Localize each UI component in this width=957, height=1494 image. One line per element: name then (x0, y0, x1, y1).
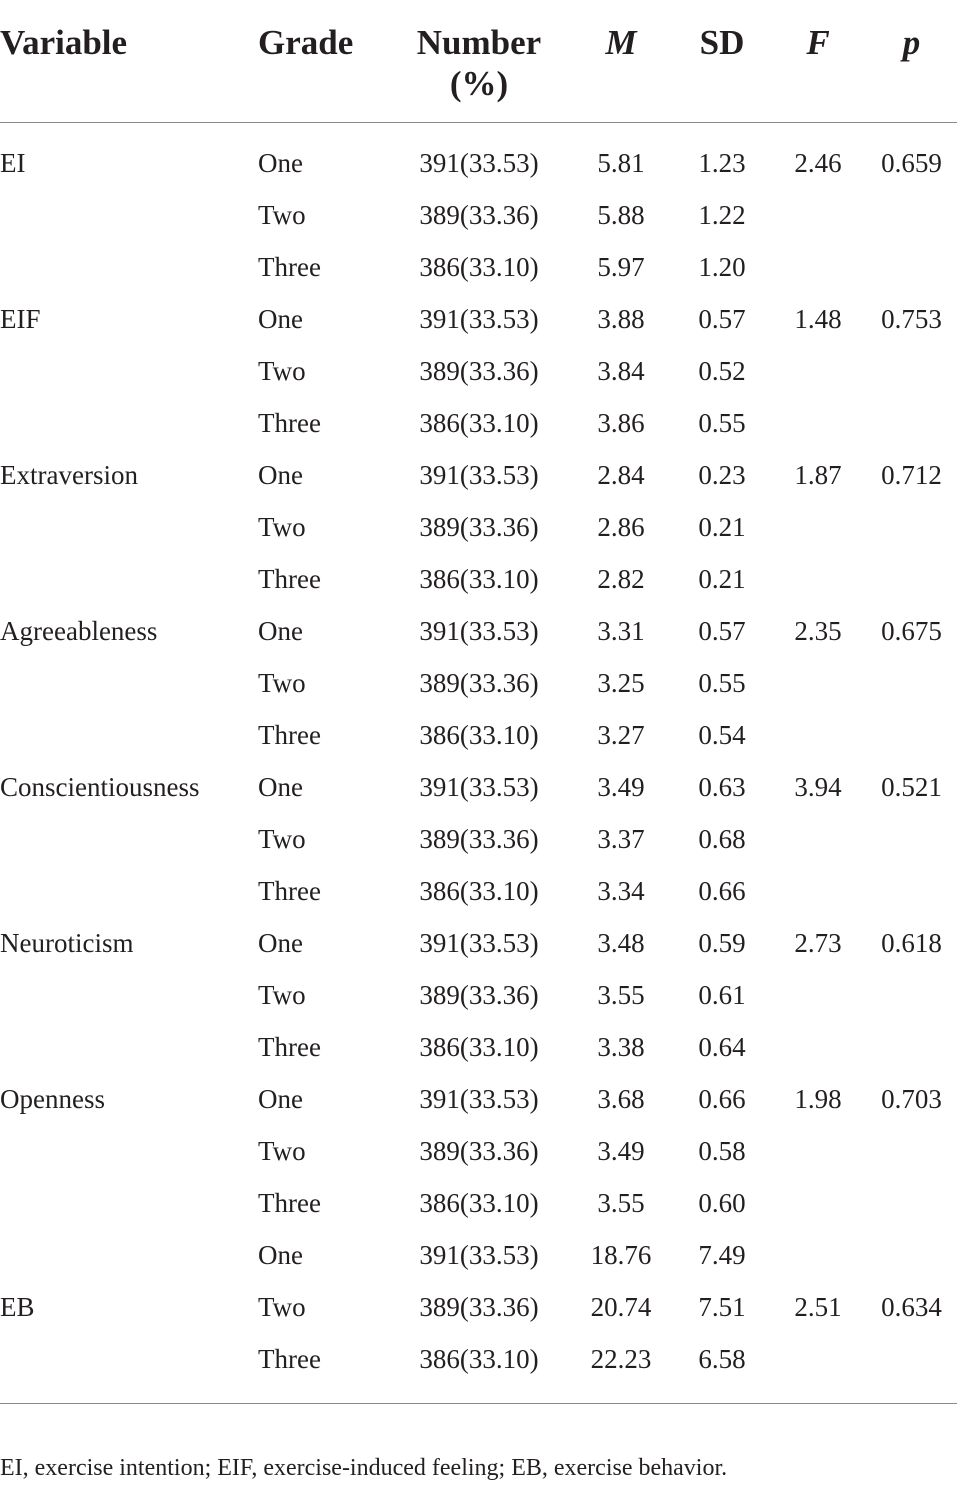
table-row (0, 813, 957, 865)
header-number-line2: (%) (449, 64, 509, 103)
cell-variable (0, 241, 248, 293)
cell-mean: 3.37 (597, 823, 645, 854)
cell-sd: 1.20 (698, 251, 746, 282)
cell-mean: 3.55 (597, 979, 645, 1010)
cell-variable: EI (0, 147, 26, 178)
cell-number: 391(33.53) (419, 615, 539, 646)
cell-mean: 3.68 (597, 1083, 645, 1114)
cell-p (866, 1177, 957, 1229)
cell-sd: 0.64 (698, 1031, 746, 1062)
table-row (0, 605, 957, 657)
cell-mean: 5.97 (597, 251, 645, 282)
cell-p (866, 1229, 957, 1281)
cell-number: 389(33.36) (419, 199, 539, 230)
cell-number: 391(33.53) (419, 303, 539, 334)
cell-grade: Three (258, 1343, 321, 1374)
header-number (390, 0, 568, 123)
cell-grade: One (258, 459, 303, 490)
table-row (0, 1281, 957, 1333)
cell-number: 389(33.36) (419, 511, 539, 542)
table-row (0, 293, 957, 345)
cell-mean: 3.86 (597, 407, 645, 438)
table-row (0, 657, 957, 709)
table-row (0, 917, 957, 969)
cell-sd: 0.66 (698, 1083, 746, 1114)
cell-variable: Neuroticism (0, 927, 134, 958)
cell-p (866, 189, 957, 241)
cell-number: 391(33.53) (419, 459, 539, 490)
table-row (0, 1021, 957, 1073)
cell-f (770, 657, 866, 709)
table-row (0, 1125, 957, 1177)
cell-p (866, 397, 957, 449)
cell-p: 0.659 (881, 147, 942, 178)
cell-variable: Openness (0, 1083, 105, 1114)
cell-f: 2.51 (794, 1291, 842, 1322)
cell-grade: One (258, 615, 303, 646)
cell-p (866, 865, 957, 917)
cell-sd: 0.60 (698, 1187, 746, 1218)
cell-grade: Two (258, 823, 306, 854)
cell-number: 391(33.53) (419, 1083, 539, 1114)
table-row (0, 761, 957, 813)
cell-grade: Three (258, 407, 321, 438)
cell-f (770, 553, 866, 605)
cell-f (770, 1021, 866, 1073)
spacer-row-bottom (0, 1385, 957, 1404)
cell-sd: 0.21 (698, 511, 746, 542)
cell-mean: 3.34 (597, 875, 645, 906)
table-footnote: EI, exercise intention; EIF, exercise-induced feeling; EB, exercise behavior. (0, 1455, 728, 1481)
header-mean: M (568, 0, 674, 123)
cell-sd: 0.59 (698, 927, 746, 958)
cell-variable (0, 865, 248, 917)
cell-number: 386(33.10) (419, 1031, 539, 1062)
table-row (0, 969, 957, 1021)
cell-grade: Two (258, 199, 306, 230)
cell-grade: Two (258, 511, 306, 542)
cell-mean: 3.31 (597, 615, 645, 646)
table-row (0, 1073, 957, 1125)
cell-mean: 3.49 (597, 771, 645, 802)
cell-sd: 1.22 (698, 199, 746, 230)
header-variable: Variable (0, 0, 248, 123)
cell-p: 0.712 (881, 459, 942, 490)
cell-variable: Agreeableness (0, 615, 158, 646)
cell-number: 391(33.53) (419, 1239, 539, 1270)
cell-grade: One (258, 303, 303, 334)
cell-f: 1.48 (794, 303, 842, 334)
cell-number: 386(33.10) (419, 407, 539, 438)
cell-mean: 3.55 (597, 1187, 645, 1218)
cell-sd: 0.61 (698, 979, 746, 1010)
cell-grade: One (258, 771, 303, 802)
cell-sd: 0.57 (698, 303, 746, 334)
cell-number: 389(33.36) (419, 355, 539, 386)
cell-f (770, 397, 866, 449)
cell-f: 2.46 (794, 147, 842, 178)
cell-sd: 0.54 (698, 719, 746, 750)
header-grade: Grade (248, 0, 390, 123)
cell-grade: Two (258, 1135, 306, 1166)
table-row (0, 709, 957, 761)
cell-f (770, 865, 866, 917)
table-row (0, 189, 957, 241)
cell-variable: Conscientiousness (0, 771, 200, 802)
table-row (0, 1229, 957, 1281)
cell-mean: 5.81 (597, 147, 645, 178)
cell-mean: 22.23 (590, 1343, 652, 1374)
table-row (0, 1333, 957, 1385)
table-body (0, 123, 957, 1404)
cell-mean: 2.82 (597, 563, 645, 594)
table-row (0, 865, 957, 917)
cell-f (770, 709, 866, 761)
cell-variable (0, 969, 248, 1021)
cell-p: 0.703 (881, 1083, 942, 1114)
cell-number: 389(33.36) (419, 823, 539, 854)
cell-number: 389(33.36) (419, 1135, 539, 1166)
cell-mean: 20.74 (590, 1291, 652, 1322)
header-number-line1: Number (416, 23, 542, 62)
cell-p (866, 501, 957, 553)
table-row (0, 397, 957, 449)
cell-f (770, 1177, 866, 1229)
cell-sd: 0.21 (698, 563, 746, 594)
table-row (0, 449, 957, 501)
cell-number: 386(33.10) (419, 251, 539, 282)
cell-grade: One (258, 1239, 303, 1270)
cell-p: 0.753 (881, 303, 942, 334)
cell-sd: 1.23 (698, 147, 746, 178)
cell-sd: 7.49 (698, 1239, 746, 1270)
cell-number: 391(33.53) (419, 927, 539, 958)
table-header (0, 0, 957, 123)
cell-mean: 3.27 (597, 719, 645, 750)
cell-f: 3.94 (794, 771, 842, 802)
cell-variable (0, 1021, 248, 1073)
cell-f (770, 501, 866, 553)
spacer-row-top (0, 123, 957, 138)
table-row (0, 1177, 957, 1229)
cell-sd: 0.58 (698, 1135, 746, 1166)
cell-p (866, 1125, 957, 1177)
cell-mean: 3.38 (597, 1031, 645, 1062)
cell-sd: 0.55 (698, 667, 746, 698)
cell-f: 2.73 (794, 927, 842, 958)
cell-variable (0, 1333, 248, 1385)
cell-grade: Three (258, 875, 321, 906)
cell-sd: 0.55 (698, 407, 746, 438)
cell-p: 0.521 (881, 771, 942, 802)
cell-grade: Three (258, 251, 321, 282)
cell-p (866, 657, 957, 709)
header-row (0, 0, 957, 123)
cell-number: 391(33.53) (419, 147, 539, 178)
header-sd: SD (674, 0, 770, 123)
cell-number: 391(33.53) (419, 771, 539, 802)
cell-f (770, 813, 866, 865)
cell-sd: 0.66 (698, 875, 746, 906)
cell-p (866, 969, 957, 1021)
cell-grade: Two (258, 355, 306, 386)
cell-variable (0, 189, 248, 241)
cell-mean: 5.88 (597, 199, 645, 230)
header-f: F (770, 0, 866, 123)
cell-number: 386(33.10) (419, 1343, 539, 1374)
cell-p (866, 1333, 957, 1385)
cell-number: 386(33.10) (419, 875, 539, 906)
cell-sd: 0.63 (698, 771, 746, 802)
header-p: p (866, 0, 957, 123)
cell-mean: 3.88 (597, 303, 645, 334)
cell-number: 386(33.10) (419, 1187, 539, 1218)
table-row (0, 553, 957, 605)
cell-number: 386(33.10) (419, 563, 539, 594)
cell-variable: Extraversion (0, 459, 138, 490)
cell-sd: 0.23 (698, 459, 746, 490)
cell-mean: 3.49 (597, 1135, 645, 1166)
cell-f: 1.87 (794, 459, 842, 490)
cell-grade: One (258, 927, 303, 958)
table-row (0, 501, 957, 553)
cell-variable (0, 501, 248, 553)
cell-p (866, 813, 957, 865)
cell-p: 0.634 (881, 1291, 942, 1322)
cell-f (770, 1125, 866, 1177)
cell-p (866, 553, 957, 605)
cell-variable: EB (0, 1291, 35, 1322)
cell-mean: 3.25 (597, 667, 645, 698)
cell-f (770, 241, 866, 293)
cell-grade: Three (258, 563, 321, 594)
cell-f: 1.98 (794, 1083, 842, 1114)
cell-mean: 2.84 (597, 459, 645, 490)
cell-f (770, 1333, 866, 1385)
cell-grade: Three (258, 1187, 321, 1218)
cell-p (866, 241, 957, 293)
cell-variable (0, 553, 248, 605)
cell-grade: Two (258, 667, 306, 698)
table-row (0, 345, 957, 397)
cell-p (866, 1021, 957, 1073)
cell-mean: 2.86 (597, 511, 645, 542)
cell-variable (0, 1229, 248, 1281)
cell-p: 0.618 (881, 927, 942, 958)
cell-variable (0, 709, 248, 761)
cell-number: 386(33.10) (419, 719, 539, 750)
cell-mean: 3.84 (597, 355, 645, 386)
cell-grade: One (258, 1083, 303, 1114)
cell-sd: 0.57 (698, 615, 746, 646)
cell-sd: 7.51 (698, 1291, 746, 1322)
cell-f (770, 345, 866, 397)
cell-mean: 3.48 (597, 927, 645, 958)
cell-mean: 18.76 (590, 1239, 652, 1270)
cell-variable: EIF (0, 303, 41, 334)
cell-grade: Three (258, 1031, 321, 1062)
cell-grade: Three (258, 719, 321, 750)
cell-number: 389(33.36) (419, 667, 539, 698)
cell-grade: One (258, 147, 303, 178)
table-row (0, 241, 957, 293)
cell-sd: 0.68 (698, 823, 746, 854)
cell-grade: Two (258, 1291, 306, 1322)
cell-variable (0, 1125, 248, 1177)
cell-p: 0.675 (881, 615, 942, 646)
cell-number: 389(33.36) (419, 979, 539, 1010)
cell-grade: Two (258, 979, 306, 1010)
cell-p (866, 345, 957, 397)
cell-variable (0, 397, 248, 449)
cell-number: 389(33.36) (419, 1291, 539, 1322)
cell-f: 2.35 (794, 615, 842, 646)
cell-sd: 0.52 (698, 355, 746, 386)
cell-variable (0, 813, 248, 865)
cell-f (770, 189, 866, 241)
table-row (0, 137, 957, 189)
cell-variable (0, 657, 248, 709)
cell-f (770, 1229, 866, 1281)
cell-f (770, 969, 866, 1021)
cell-variable (0, 345, 248, 397)
cell-variable (0, 1177, 248, 1229)
cell-p (866, 709, 957, 761)
cell-sd: 6.58 (698, 1343, 746, 1374)
